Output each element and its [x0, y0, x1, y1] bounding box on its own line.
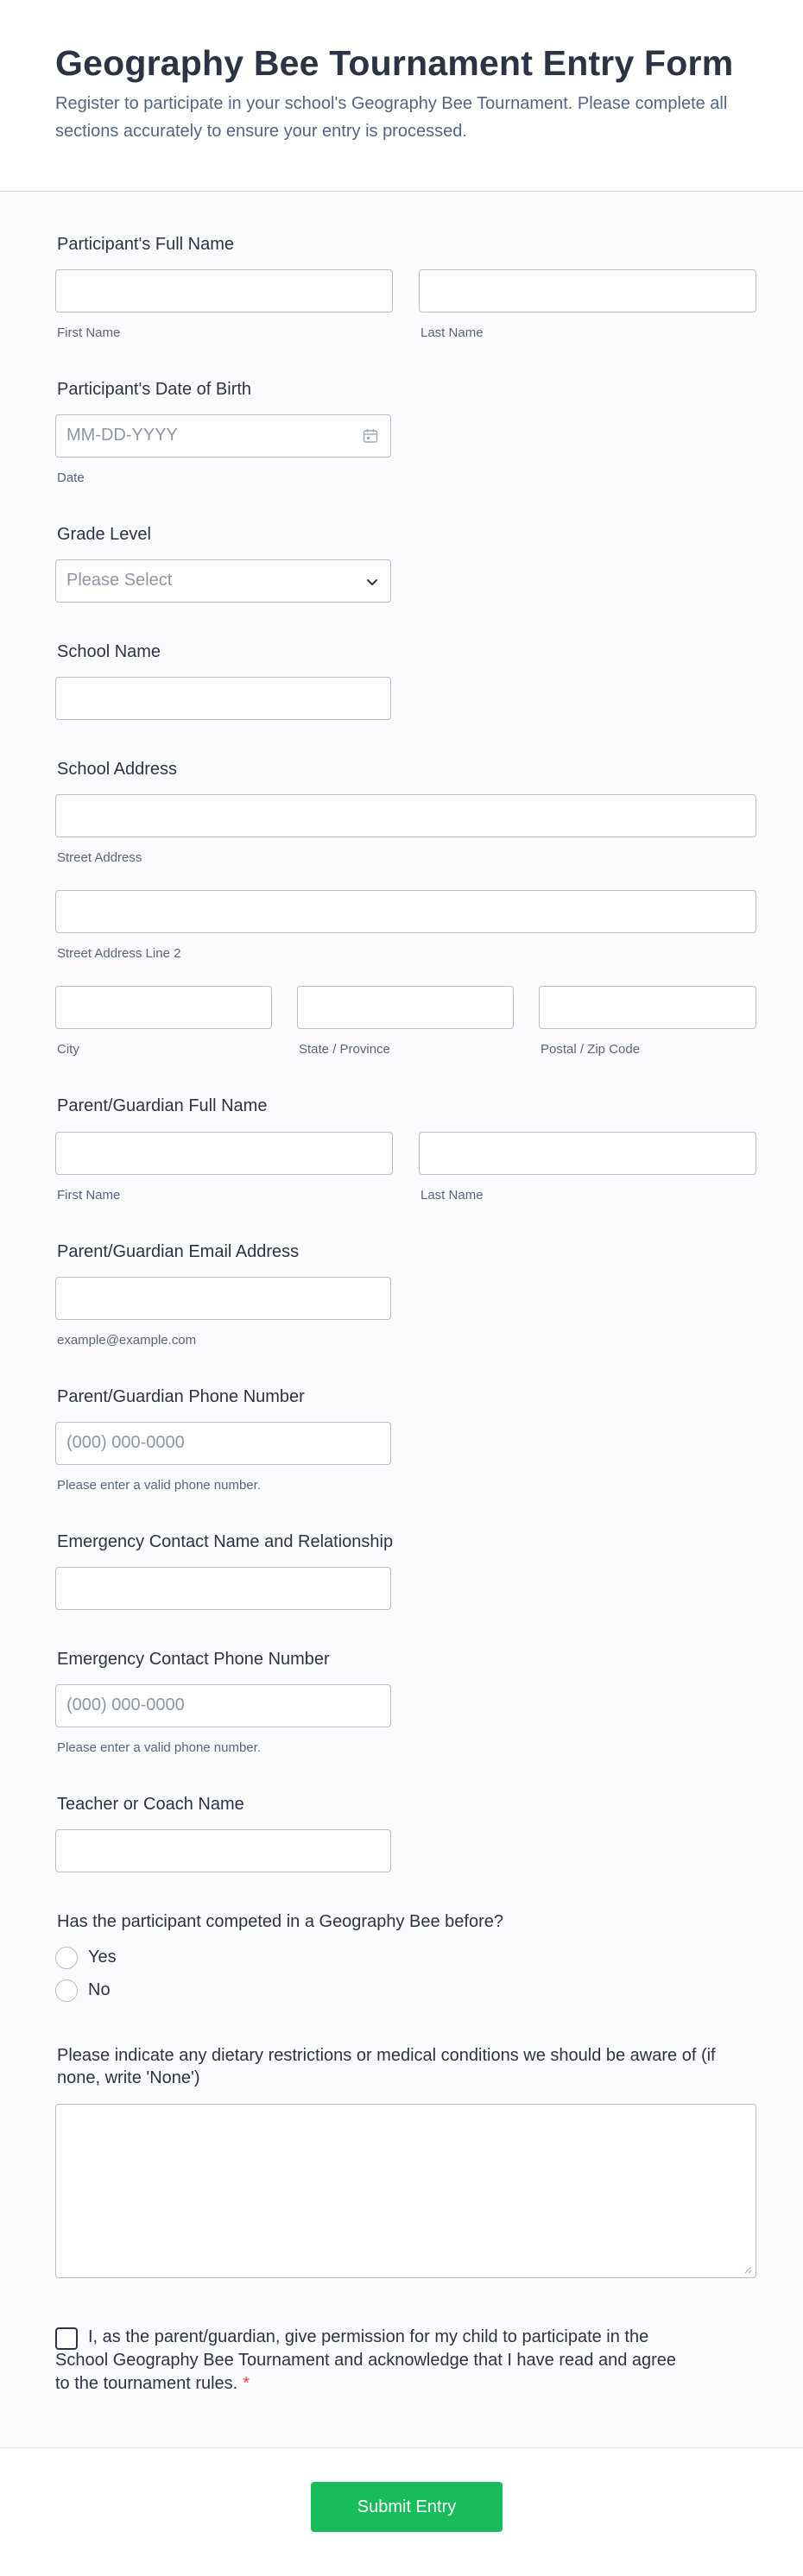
participant-name-label: Participant's Full Name: [57, 235, 234, 254]
form-title: Geography Bee Tournament Entry Form: [55, 43, 734, 83]
guardian-first-name-input[interactable]: [55, 1132, 393, 1175]
city-input[interactable]: [55, 986, 272, 1029]
teacher-input[interactable]: [55, 1829, 391, 1872]
emergency-phone-input[interactable]: [55, 1684, 391, 1727]
guardian-email-sublabel: example@example.com: [57, 1333, 197, 1348]
radio-no-label: No: [88, 1980, 111, 1999]
guardian-first-name-sublabel: First Name: [57, 1188, 121, 1203]
grade-select[interactable]: [55, 559, 391, 603]
school-name-label: School Name: [57, 642, 161, 661]
school-name-input[interactable]: [55, 677, 391, 720]
participant-last-name-sublabel: Last Name: [420, 325, 484, 340]
competed-before-label: Has the participant competed in a Geography Bee before?: [57, 1912, 503, 1931]
consent-text-body: I, as the parent/guardian, give permission for my child to participate in the School Geography Bee Tournament and acknowledge that I have read and agree to the tournament rules.: [55, 2327, 677, 2393]
required-mark: *: [243, 2374, 250, 2393]
guardian-last-name-sublabel: Last Name: [420, 1188, 484, 1203]
dob-sublabel: Date: [57, 470, 85, 485]
guardian-phone-label: Parent/Guardian Phone Number: [57, 1387, 305, 1406]
radio-yes[interactable]: [55, 1947, 78, 1969]
guardian-phone-sublabel: Please enter a valid phone number.: [57, 1478, 261, 1493]
grade-placeholder: Please Select: [66, 571, 173, 590]
footer-divider: [0, 2447, 803, 2448]
calendar-icon[interactable]: [363, 428, 378, 444]
emergency-contact-label: Emergency Contact Name and Relationship: [57, 1532, 394, 1551]
emergency-phone-placeholder: (000) 000-0000: [66, 1695, 185, 1714]
zip-sublabel: Postal / Zip Code: [541, 1042, 641, 1057]
chevron-down-icon: [364, 574, 380, 590]
street-address-input[interactable]: [55, 794, 756, 837]
school-address-label: School Address: [57, 760, 177, 779]
grade-label: Grade Level: [57, 525, 151, 544]
radio-no[interactable]: [55, 1979, 78, 2002]
guardian-phone-placeholder: (000) 000-0000: [66, 1433, 185, 1452]
form-description: Register to participate in your school's Geography Bee Tournament. Please complete all sections accurately to ensure your entry is processed.: [55, 94, 728, 141]
street-address-sublabel: Street Address: [57, 850, 142, 865]
guardian-phone-input[interactable]: [55, 1422, 391, 1465]
guardian-email-label: Parent/Guardian Email Address: [57, 1242, 300, 1261]
state-sublabel: State / Province: [299, 1042, 390, 1057]
consent-text: [55, 2326, 677, 2396]
emergency-contact-input[interactable]: [55, 1567, 391, 1610]
state-input[interactable]: [297, 986, 514, 1029]
emergency-phone-label: Emergency Contact Phone Number: [57, 1650, 330, 1669]
submit-button[interactable]: Submit Entry: [311, 2482, 503, 2532]
street-address-line2-input[interactable]: [55, 890, 756, 933]
participant-first-name-input[interactable]: [55, 269, 393, 313]
dob-input[interactable]: [55, 414, 391, 458]
guardian-last-name-input[interactable]: [419, 1132, 756, 1175]
guardian-email-input[interactable]: [55, 1277, 391, 1320]
participant-last-name-input[interactable]: [419, 269, 756, 313]
radio-yes-label: Yes: [88, 1948, 117, 1967]
resize-grip-icon[interactable]: [743, 2265, 752, 2274]
dob-label: Participant's Date of Birth: [57, 380, 252, 399]
dietary-textarea[interactable]: [55, 2104, 756, 2278]
emergency-phone-sublabel: Please enter a valid phone number.: [57, 1740, 261, 1755]
dietary-label: Please indicate any dietary restrictions or medical conditions we should be aware of (if none, write 'None'): [57, 2046, 716, 2087]
dob-placeholder: MM-DD-YYYY: [66, 426, 178, 445]
city-sublabel: City: [57, 1042, 79, 1057]
guardian-name-label: Parent/Guardian Full Name: [57, 1096, 268, 1115]
zip-input[interactable]: [539, 986, 756, 1029]
street-address-line2-sublabel: Street Address Line 2: [57, 946, 181, 961]
form-header: [0, 0, 803, 192]
teacher-label: Teacher or Coach Name: [57, 1795, 244, 1814]
participant-first-name-sublabel: First Name: [57, 325, 121, 340]
